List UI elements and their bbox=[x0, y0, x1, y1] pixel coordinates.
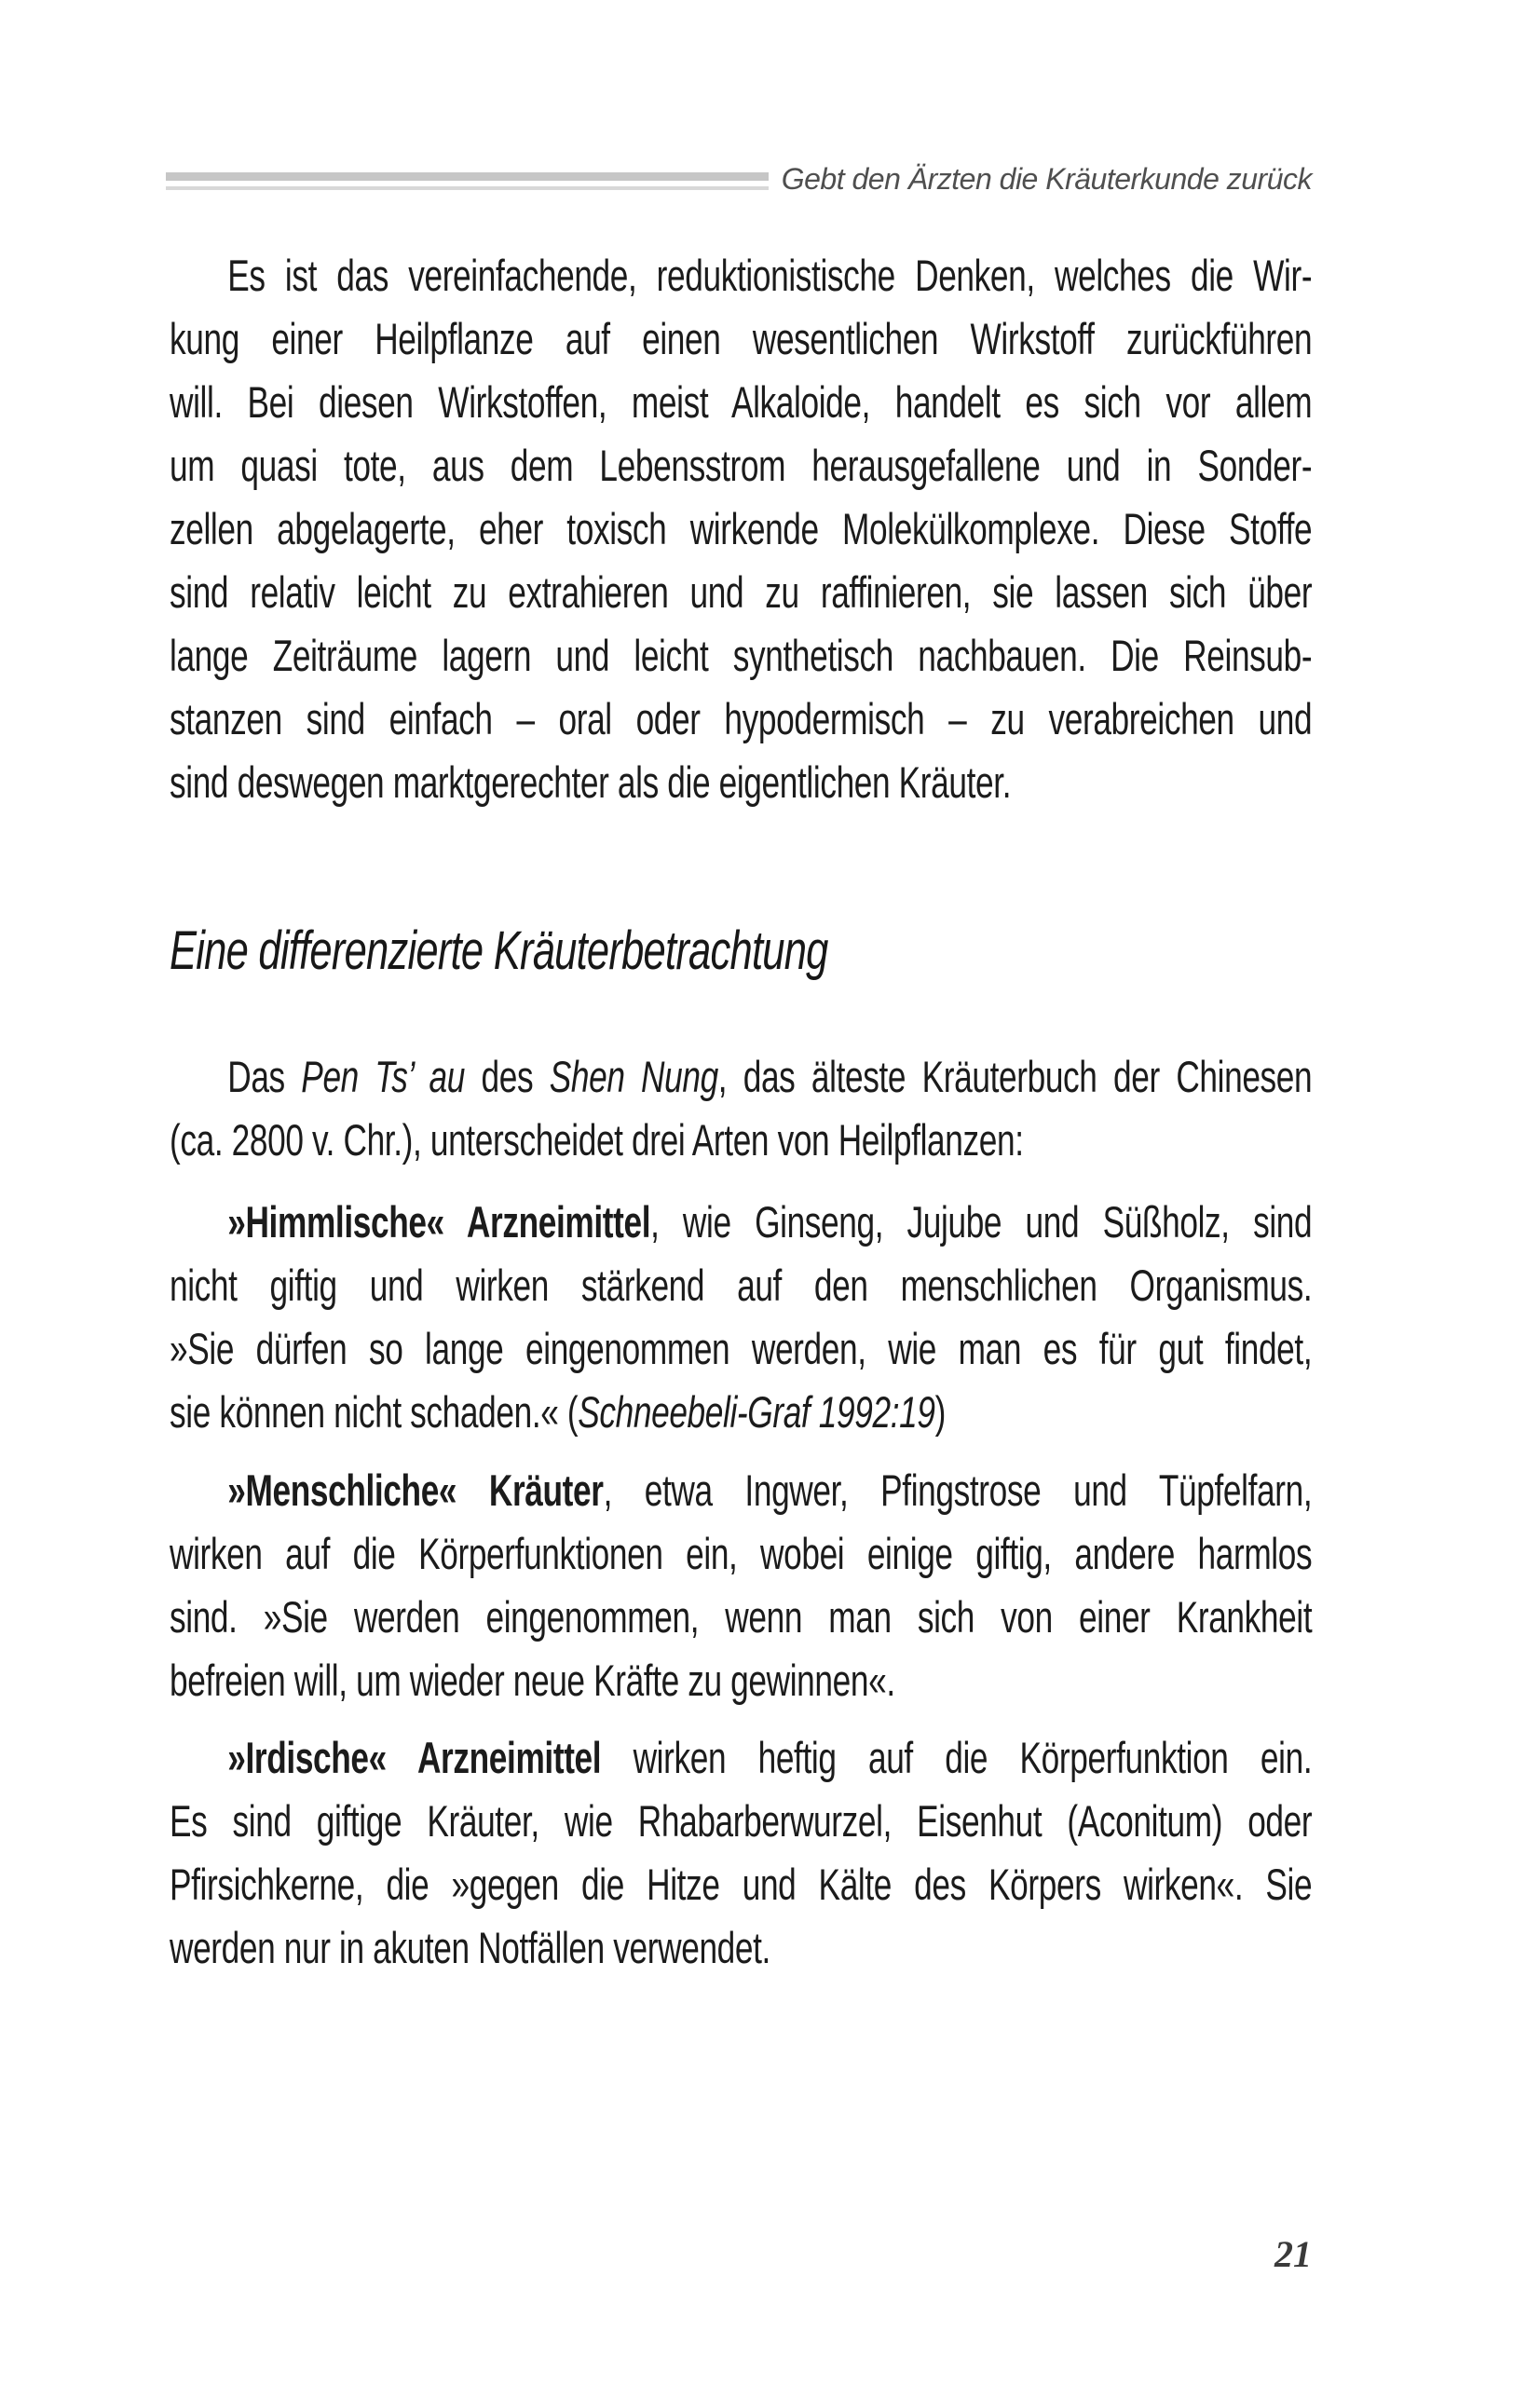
page-number: 21 bbox=[1274, 2233, 1312, 2275]
text-segment: Pfirsichkerne, die »gegen die Hitze und Kälte des Körpers wirken«. Sie bbox=[170, 1860, 1313, 1909]
text-segment: Es ist das vereinfachende, reduktionistische Denken, welches die Wir- bbox=[227, 251, 1313, 300]
bold-text: »Irdische« Arzneimittel bbox=[227, 1733, 602, 1782]
text-line bbox=[170, 307, 1312, 371]
text-segment: befreien will, um wieder neue Kräfte zu gewinnen«. bbox=[170, 1656, 895, 1705]
bold-text: »Himmlische« Arzneimittel bbox=[227, 1197, 651, 1247]
text-segment: werden nur in akuten Notfällen verwendet. bbox=[170, 1923, 770, 1972]
text-line bbox=[170, 751, 1312, 814]
text-line bbox=[170, 244, 1312, 307]
text-line bbox=[170, 497, 1312, 561]
text-segment: sind deswegen marktgerechter als die eigentlichen Kräuter. bbox=[170, 757, 1012, 807]
paragraph-himmlische-arzneimittel bbox=[170, 1191, 1312, 1444]
paragraph-menschliche-kraeuter bbox=[170, 1459, 1312, 1712]
running-header-title: Gebt den Ärzten die Kräuterkunde zurück bbox=[781, 162, 1312, 196]
text-line bbox=[170, 561, 1312, 624]
text-segment: nicht giftig und wirken stärkend auf den menschlichen Organismus. bbox=[170, 1261, 1313, 1310]
page-footer bbox=[170, 2232, 1312, 2276]
running-header bbox=[166, 162, 1312, 197]
text-line bbox=[170, 434, 1312, 497]
text-segment: will. Bei diesen Wirkstoffen, meist Alkaloide, handelt es sich vor allem bbox=[170, 377, 1313, 427]
text-segment: Es sind giftige Kräuter, wie Rhabarberwurzel, Eisenhut (Aconitum) oder bbox=[170, 1796, 1313, 1846]
text-line bbox=[170, 1045, 1312, 1109]
text-line bbox=[170, 371, 1312, 434]
text-segment: wirken heftig auf die Körperfunktion ein. bbox=[601, 1733, 1313, 1782]
text-line bbox=[170, 1522, 1312, 1586]
paragraph-intro bbox=[170, 244, 1312, 814]
text-segment: des bbox=[465, 1052, 550, 1101]
text-segment: sind relativ leicht zu extrahieren und zu raffinieren, sie lassen sich über bbox=[170, 567, 1313, 617]
text-segment: sie können nicht schaden.« ( bbox=[170, 1387, 579, 1437]
text-line bbox=[170, 1726, 1312, 1790]
text-segment: sind. »Sie werden eingenommen, wenn man sich von einer Krankheit bbox=[170, 1592, 1313, 1642]
header-rule-thin bbox=[166, 186, 769, 190]
header-rule-thick bbox=[166, 172, 769, 181]
text-line bbox=[170, 1853, 1312, 1916]
text-segment: lange Zeiträume lagern und leicht synthetisch nachbauen. Die Reinsub- bbox=[170, 631, 1313, 680]
text-line bbox=[170, 1109, 1312, 1172]
section-heading: Eine differenzierte Kräuterbetrachtung bbox=[170, 920, 828, 981]
italic-text: Shen Nung bbox=[549, 1052, 718, 1101]
text-segment: stanzen sind einfach – oral oder hypodermisch – zu verabreichen und bbox=[170, 694, 1313, 743]
text-segment: kung einer Heilpflanze auf einen wesentlichen Wirkstoff zurückführen bbox=[170, 314, 1313, 363]
text-line bbox=[170, 1916, 1312, 1980]
text-segment: Das bbox=[227, 1052, 302, 1101]
text-line bbox=[170, 688, 1312, 751]
text-line bbox=[170, 1586, 1312, 1649]
text-segment: um quasi tote, aus dem Lebensstrom herausgefallene und in Sonder- bbox=[170, 441, 1313, 490]
paragraph-irdische-arzneimittel bbox=[170, 1726, 1312, 1980]
text-line bbox=[170, 1254, 1312, 1317]
text-segment: wirken auf die Körperfunktionen ein, wobei einige giftig, andere harmlos bbox=[170, 1529, 1313, 1578]
text-segment: ) bbox=[934, 1387, 946, 1437]
text-segment: zellen abgelagerte, eher toxisch wirkende Molekülkomplexe. Diese Stoffe bbox=[170, 504, 1313, 553]
header-rules bbox=[166, 169, 769, 190]
page-body bbox=[170, 244, 1312, 1980]
text-segment: »Sie dürfen so lange eingenommen werden, wie man es für gut findet, bbox=[170, 1324, 1313, 1373]
text-line bbox=[170, 1317, 1312, 1381]
italic-text: Schneebeli-Graf 1992:19 bbox=[578, 1387, 935, 1437]
text-line bbox=[170, 1790, 1312, 1853]
text-segment: , das älteste Kräuterbuch der Chinesen bbox=[717, 1052, 1313, 1101]
text-segment: (ca. 2800 v. Chr.), unterscheidet drei Arten von Heilpflanzen: bbox=[170, 1115, 1024, 1165]
paragraph-pen-tsau bbox=[170, 1045, 1312, 1172]
text-line bbox=[170, 1459, 1312, 1522]
italic-text: Pen Ts’ au bbox=[301, 1052, 466, 1101]
bold-text: »Menschliche« Kräuter bbox=[227, 1465, 604, 1515]
text-line bbox=[170, 1381, 1312, 1444]
text-segment: , etwa Ingwer, Pfingstrose und Tüpfelfarn, bbox=[603, 1465, 1313, 1515]
text-line bbox=[170, 1649, 1312, 1712]
text-line bbox=[170, 624, 1312, 688]
text-segment: , wie Ginseng, Jujube und Süßholz, sind bbox=[650, 1197, 1313, 1247]
text-line bbox=[170, 1191, 1312, 1254]
